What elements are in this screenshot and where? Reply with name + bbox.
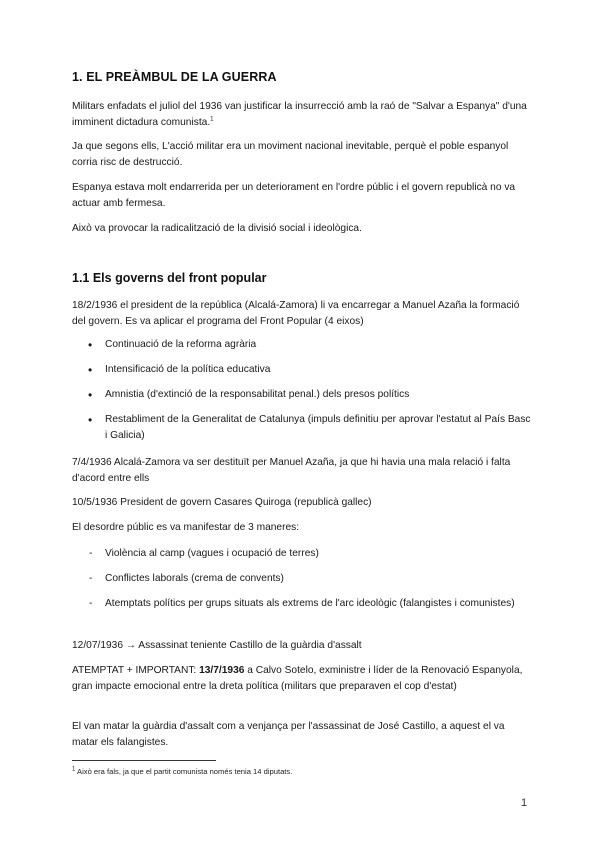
paragraph-spain-backward: Espanya estava molt endarrerida per un deteriorament en l'ordre públic i el govern republicà no va actuar amb fermesa. xyxy=(72,182,516,209)
list-item: • Intensificació de la política educativa xyxy=(72,362,532,378)
paragraph-text: Militars enfadats el juliol del 1936 van justificar la insurrecció amb la raó de "Salvar a Espanya" d'una imminent dictadura comunista. xyxy=(72,101,527,128)
paragraph-military-action: Ja que segons ells, L'acció militar era un moviment nacional inevitable, perquè el poble espanyol corria risc de destrucció. xyxy=(72,141,509,168)
important-prefix: ATEMPTAT + IMPORTANT: xyxy=(72,665,200,676)
paragraph-casares-quiroga: 10/5/1936 President de govern Casares Quiroga (republicà gallec) xyxy=(72,497,372,508)
front-popular-axes-list xyxy=(72,337,532,444)
paragraph-radicalization: Això va provocar la radicalització de la divisió social i ideològica. xyxy=(72,223,362,234)
list-item: • Restabliment de la Generalitat de Catalunya (impuls definitiu per aprovar l'estatut al País Basc i Galicia) xyxy=(72,412,532,444)
paragraph-public-disorder: El desordre públic es va manifestar de 3 maneres: xyxy=(72,522,300,533)
list-item: - Atemptats polítics per grups situats als extrems de l'arc ideològic (falangistes i comunistes) xyxy=(72,596,532,612)
footnote-text: Això era fals, ja que el partit comunista només tenia 14 diputats. xyxy=(75,767,293,776)
section-heading-front-popular: 1.1 Els governs del front popular xyxy=(72,271,267,285)
paragraph-revenge: El van matar la guàrdia d'assalt com a venjança per l'assassinat de José Castillo, a aquest el va matar els falangistes. xyxy=(72,721,505,748)
page-number: 1 xyxy=(521,797,528,809)
disorder-list xyxy=(72,546,532,612)
paragraph-justification xyxy=(72,99,532,131)
section-heading-preambul: 1. EL PREÀMBUL DE LA GUERRA xyxy=(72,70,277,84)
paragraph-calvo-sotelo xyxy=(72,663,532,695)
important-text: a Calvo Sotelo, exministre i líder de la Renovació Espanyola, gran impacte emocional entre la dreta política (militars que preparaven el cop d'estat) xyxy=(72,665,523,692)
footnote-separator xyxy=(72,760,216,761)
list-item: - Violència al camp (vagues i ocupació de terres) xyxy=(72,546,532,562)
paragraph-azana-government: 18/2/1936 el president de la república (Alcalá-Zamora) li va encarregar a Manuel Azaña la formació del govern. Es va aplicar el programa del Front Popular (4 eixos) xyxy=(72,300,520,327)
footnote xyxy=(72,764,292,780)
list-item: • Continuació de la reforma agrària xyxy=(72,337,532,353)
important-date: 13/7/1936 xyxy=(199,665,245,676)
paragraph-zamora-dismissed: 7/4/1936 Alcalá-Zamora va ser destituït per Manuel Azaña, ja que hi havia una mala relació i falta d'acord entre ells xyxy=(72,457,511,484)
paragraph-castillo: 12/07/1936 → Assassinat teniente Castillo de la guàrdia d'assalt xyxy=(72,640,362,651)
footnote-mark: 1 xyxy=(72,766,76,773)
footnote-ref[interactable]: 1 xyxy=(210,116,214,123)
list-item: • Amnistia (d'extinció de la responsabilitat penal.) dels presos polítics xyxy=(72,387,532,403)
list-item: - Conflictes laborals (crema de convents) xyxy=(72,571,532,587)
